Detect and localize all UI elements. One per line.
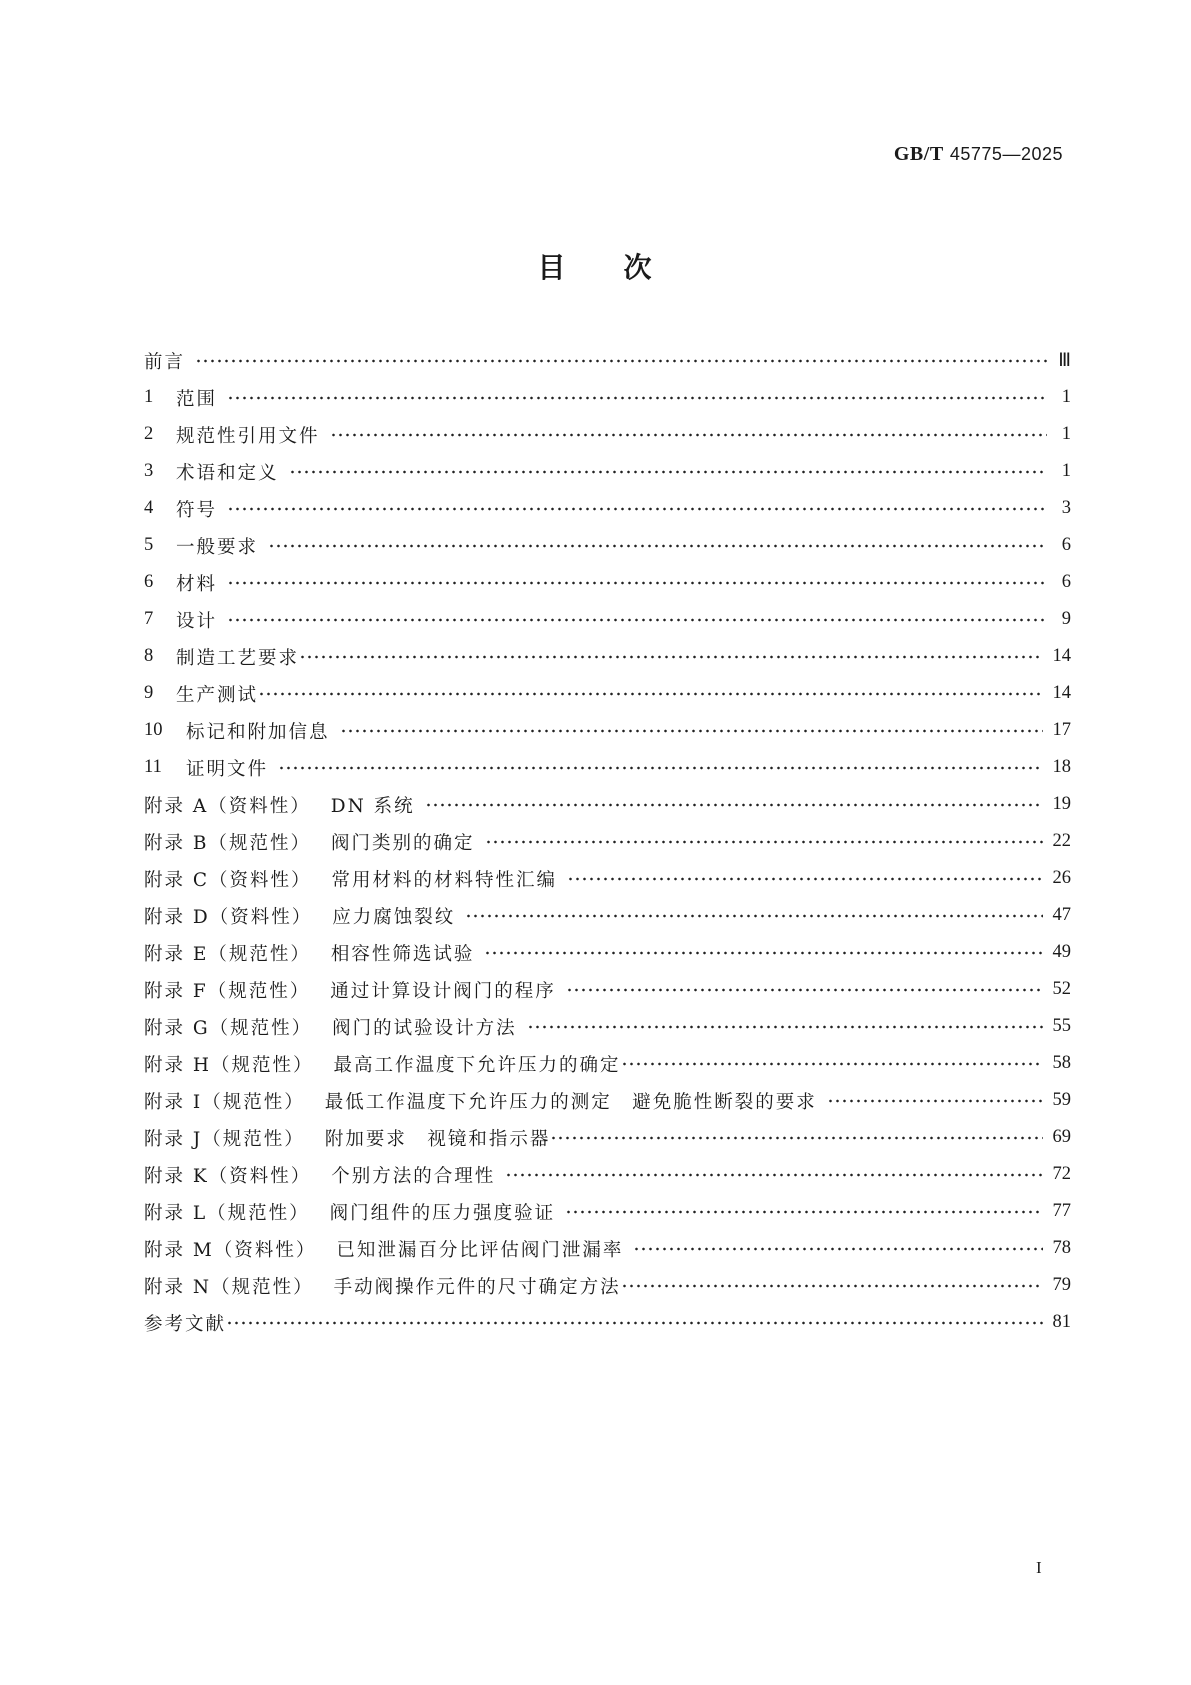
section-number: 5 [144, 535, 154, 555]
toc-entry-page: 1 [1061, 461, 1071, 481]
toc-entry-page: 19 [1052, 794, 1071, 814]
section-number: 2 [144, 424, 154, 444]
toc-entry-title: 通过计算设计阀门的程序 [330, 980, 556, 1002]
toc-entry-title: 个别方法的合理性 [331, 1165, 496, 1187]
toc-entry[interactable] [144, 1082, 1071, 1119]
dot-leader [258, 689, 1042, 699]
section-number: 10 [144, 720, 163, 740]
section-number: 11 [144, 757, 162, 777]
title-char: 目 [537, 251, 568, 284]
toc-entry-title: 术语和定义 [176, 462, 279, 484]
toc-entry[interactable] [144, 1193, 1071, 1230]
section-number: 8 [144, 646, 154, 666]
toc-entry-page: 81 [1052, 1312, 1071, 1332]
appendix-label: 附录 D（资料性） [144, 906, 313, 928]
toc-entry[interactable] [144, 638, 1071, 675]
toc-entry[interactable] [144, 1267, 1071, 1304]
toc-entry[interactable] [144, 1008, 1071, 1045]
toc-entry[interactable] [144, 490, 1071, 527]
toc-entry[interactable] [144, 823, 1071, 860]
toc-entry-page: 58 [1052, 1053, 1071, 1073]
appendix-label: 附录 H（规范性） [144, 1054, 314, 1076]
dot-leader [484, 948, 1042, 958]
toc-entry[interactable] [144, 453, 1071, 490]
toc-entry-title: 生产测试 [176, 684, 259, 706]
dot-leader [289, 467, 1047, 477]
dot-leader [465, 911, 1042, 921]
dot-leader [567, 874, 1042, 884]
dot-leader [425, 800, 1043, 810]
dot-leader [227, 578, 1047, 588]
section-number: 7 [144, 609, 154, 629]
toc-entry[interactable] [144, 1119, 1071, 1156]
appendix-label: 附录 I（规范性） [144, 1091, 305, 1113]
toc-entry[interactable] [144, 749, 1071, 786]
toc-entry-title: 符号 [176, 499, 218, 521]
dot-leader [565, 1207, 1042, 1217]
toc-entry[interactable] [144, 564, 1071, 601]
toc-entry-title: 应力腐蚀裂纹 [332, 906, 456, 928]
appendix-label: 附录 C（资料性） [144, 869, 312, 891]
dot-leader [227, 615, 1047, 625]
toc-entry-title: 标记和附加信息 [186, 721, 330, 743]
toc-entry-page: Ⅲ [1058, 350, 1071, 371]
toc-entry-page: 72 [1052, 1164, 1071, 1184]
toc-entry-title: 制造工艺要求 [176, 647, 300, 669]
toc-entry-page: 3 [1061, 498, 1071, 518]
toc-entry-title: 范围 [176, 388, 218, 410]
title-char: 次 [623, 251, 654, 284]
toc-entry-page: 9 [1061, 609, 1071, 629]
toc-entry-page: 6 [1061, 572, 1071, 592]
toc-entry[interactable] [144, 1045, 1071, 1082]
standard-code [894, 143, 1063, 166]
toc-entry-title: 附加要求 视镜和指示器 [324, 1128, 551, 1150]
standard-code-number: 45775—2025 [949, 144, 1063, 164]
toc-entry-page: 52 [1052, 979, 1071, 999]
standard-code-prefix: GB/T [893, 143, 944, 165]
toc-entry-page: 59 [1052, 1090, 1071, 1110]
toc-entry[interactable] [144, 342, 1071, 379]
toc-entry-page: 1 [1061, 387, 1071, 407]
toc-entry[interactable] [144, 971, 1071, 1008]
section-number: 6 [144, 572, 154, 592]
toc-entry-page: 77 [1052, 1201, 1071, 1221]
toc-entry-page: 55 [1052, 1016, 1071, 1036]
appendix-label: 附录 G（规范性） [144, 1017, 313, 1039]
appendix-label: 附录 M（资料性） [144, 1239, 317, 1261]
toc-entry-page: 69 [1052, 1127, 1071, 1147]
appendix-label: 附录 B（规范性） [144, 832, 311, 854]
dot-leader [227, 393, 1047, 403]
dot-leader [505, 1170, 1042, 1180]
toc-entry-title: 常用材料的材料特性汇编 [331, 869, 558, 891]
dot-leader [621, 1059, 1043, 1069]
toc-entry-page: 14 [1052, 683, 1071, 703]
dot-leader [227, 504, 1047, 514]
toc-entry-page: 22 [1052, 831, 1071, 851]
toc-entry[interactable] [144, 786, 1071, 823]
toc-entry[interactable] [144, 860, 1071, 897]
toc-entry[interactable] [144, 897, 1071, 934]
toc-entry-page: 79 [1052, 1275, 1071, 1295]
section-number: 4 [144, 498, 154, 518]
toc-entry-title: 手动阀操作元件的尺寸确定方法 [333, 1276, 621, 1298]
toc-entry-page: 17 [1052, 720, 1071, 740]
appendix-label: 附录 J（规范性） [144, 1128, 305, 1150]
toc-entry-title: 已知泄漏百分比评估阀门泄漏率 [336, 1239, 624, 1261]
section-number: 1 [144, 387, 154, 407]
toc-entry[interactable] [144, 712, 1071, 749]
toc-entry[interactable] [144, 1304, 1071, 1341]
dot-leader [226, 1318, 1042, 1328]
appendix-label: 附录 L（规范性） [144, 1202, 310, 1224]
toc-entry-title: 阀门组件的压力强度验证 [329, 1202, 556, 1224]
toc-entry-title: 证明文件 [186, 758, 269, 780]
dot-leader [485, 837, 1043, 847]
toc-entry-page: 49 [1052, 942, 1071, 962]
toc-entry-title: 前言 [144, 351, 186, 373]
toc-entry-title: 规范性引用文件 [176, 425, 320, 447]
dot-leader [299, 652, 1042, 662]
section-number: 3 [144, 461, 154, 481]
toc-entry[interactable] [144, 1156, 1071, 1193]
toc-entry-title: 相容性筛选试验 [330, 943, 475, 965]
appendix-label: 附录 F（规范性） [144, 980, 311, 1002]
dot-leader [621, 1281, 1043, 1291]
toc-entry-page: 6 [1061, 535, 1071, 555]
dot-leader [527, 1022, 1043, 1032]
table-of-contents [144, 342, 1071, 1341]
page-title [0, 246, 1191, 286]
toc-entry-page: 18 [1052, 757, 1071, 777]
dot-leader [195, 356, 1047, 366]
toc-entry[interactable] [144, 527, 1071, 564]
toc-entry[interactable] [144, 379, 1071, 416]
dot-leader [633, 1244, 1042, 1254]
toc-entry[interactable] [144, 601, 1071, 638]
toc-entry[interactable] [144, 675, 1071, 712]
dot-leader [566, 985, 1043, 995]
dot-leader [268, 541, 1047, 551]
page-number: I [1036, 1558, 1042, 1577]
toc-entry-title: 材料 [176, 573, 218, 595]
toc-entry-title: 阀门类别的确定 [330, 832, 475, 854]
appendix-label: 附录 E（规范性） [144, 943, 311, 965]
appendix-label: 附录 N（规范性） [144, 1276, 314, 1298]
dot-leader [278, 763, 1042, 773]
toc-entry-title: 一般要求 [176, 536, 259, 558]
toc-entry-page: 78 [1052, 1238, 1071, 1258]
toc-entry-title: 最低工作温度下允许压力的测定 避免脆性断裂的要求 [324, 1091, 817, 1113]
dot-leader [330, 430, 1047, 440]
toc-entry-title: 最高工作温度下允许压力的确定 [333, 1054, 621, 1076]
section-number: 9 [144, 683, 154, 703]
toc-entry-title: 阀门的试验设计方法 [332, 1017, 517, 1039]
toc-entry-page: 47 [1052, 905, 1071, 925]
toc-entry-page: 14 [1052, 646, 1071, 666]
dot-leader [550, 1133, 1042, 1143]
toc-entry-page: 26 [1052, 868, 1071, 888]
toc-entry[interactable] [144, 416, 1071, 453]
appendix-label: 附录 A（资料性） [144, 795, 311, 817]
toc-entry[interactable] [144, 934, 1071, 971]
toc-entry[interactable] [144, 1230, 1071, 1267]
toc-entry-title: 设计 [176, 610, 218, 632]
dot-leader [340, 726, 1043, 736]
toc-entry-page: 1 [1061, 424, 1071, 444]
dot-leader [827, 1096, 1043, 1106]
toc-entry-title: 参考文献 [144, 1313, 227, 1335]
toc-entry-title: DN 系统 [330, 795, 415, 817]
appendix-label: 附录 K（资料性） [144, 1165, 312, 1187]
